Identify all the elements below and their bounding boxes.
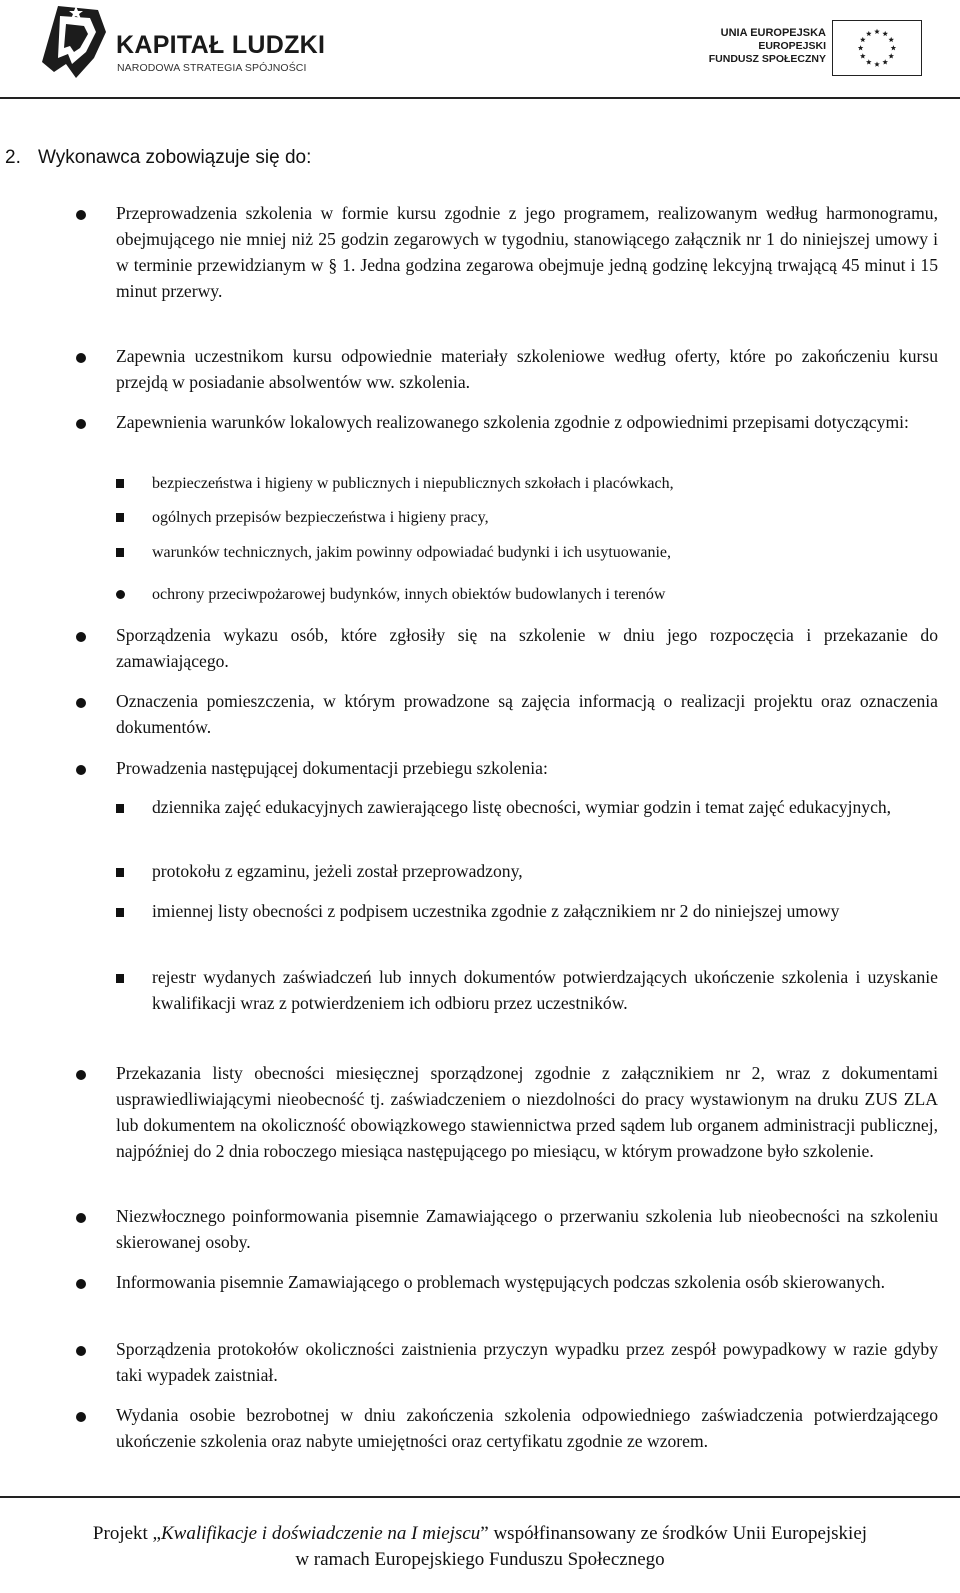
kapital-ludzki-title: KAPITAŁ LUDZKI — [116, 31, 326, 59]
list-item: Informowania pisemnie Zamawiającego o problemach występujących podczas szkolenia osób skierowanych. — [116, 1272, 885, 1292]
sub-list-item: imiennej listy obecności z podpisem uczestnika zgodnie z załącznikiem nr 2 do niniejszej umowy — [152, 901, 840, 921]
eu-star-icon — [866, 31, 871, 36]
eu-line-1: UNIA EUROPEJSKA — [720, 27, 826, 39]
eu-logo-block — [690, 20, 930, 76]
eu-star-icon — [888, 53, 894, 58]
square-bullet-icon — [116, 804, 124, 813]
eu-line-2: EUROPEJSKI — [758, 40, 826, 52]
eu-star-icon — [860, 37, 866, 42]
square-bullet-icon — [116, 479, 124, 488]
sub-list-item: rejestr wydanych zaświadczeń lub innych dokumentów potwierdzających ukończenie szkolenia i uzyskanie kwalifikacji wraz z potwierdzeniem ich odbioru przez uczestników. — [152, 967, 938, 1013]
bullet-icon — [116, 590, 125, 599]
bullet-icon — [76, 1279, 86, 1289]
eu-star-icon — [888, 37, 894, 42]
bullet-icon — [76, 632, 86, 642]
page-header — [0, 0, 960, 90]
list-item: Wydania osobie bezrobotnej w dniu zakończenia szkolenia odpowiedniego zaświadczenia potwierdzającego ukończenie szkolenia oraz nabyte umiejętności oraz certyfikatu zgodnie ze wzorem. — [116, 1405, 938, 1451]
header-divider — [0, 97, 960, 99]
eu-star-icon — [874, 29, 879, 34]
footer-divider — [0, 1496, 960, 1498]
sub-list-item: ogólnych przepisów bezpieczeństwa i higieny pracy, — [152, 509, 489, 526]
square-bullet-icon — [116, 974, 124, 983]
eu-star-icon — [858, 45, 863, 50]
sub-list-item: dziennika zajęć edukacyjnych zawierającego listę obecności, wymiar godzin i temat zajęć edukacyjnych, — [152, 797, 892, 817]
eu-star-icon — [882, 31, 887, 36]
eu-star-icon — [874, 62, 879, 67]
list-item: Zapewnia uczestnikom kursu odpowiednie materiały szkoleniowe według oferty, które po zakończeniu kursu przejdą w posiadanie absolwentów ww. szkolenia. — [116, 346, 938, 392]
bullet-icon — [76, 419, 86, 429]
eu-logo-text — [709, 27, 826, 66]
square-bullet-icon — [116, 513, 124, 522]
bullet-icon — [76, 1213, 86, 1223]
eu-star-icon — [866, 59, 871, 64]
square-bullet-icon — [116, 868, 124, 877]
list-item: Niezwłocznego poinformowania pisemnie Zamawiającego o przerwaniu szkolenia lub nieobecności na szkoleniu skierowanej osoby. — [116, 1206, 938, 1252]
sub-list-item: protokołu z egzaminu, jeżeli został przeprowadzony, — [152, 861, 523, 881]
bullet-icon — [76, 698, 86, 708]
list-item: Oznaczenia pomieszczenia, w którym prowadzone są zajęcia informacją o realizacji projektu oraz oznaczenia dokumentów. — [116, 691, 938, 737]
page-footer — [0, 1521, 960, 1573]
section-number: 2. — [5, 147, 21, 168]
list-item: Przeprowadzenia szkolenia w formie kursu zgodnie z jego programem, realizowanym według harmonogramu, obejmującego nie mniej niż 25 godzin zegarowych w tygodniu, stanowiącego załącznik nr 1 do niniejszej umowy i w terminie przewidzianym w § 1. Jedna godzina zegarowa obejmuje jedną godzinę lekcyjną trwającą 45 minut i 15 minut przerwy. — [116, 203, 938, 301]
bullet-icon — [76, 1412, 86, 1422]
kapital-ludzki-subtitle: NARODOWA STRATEGIA SPÓJNOŚCI — [117, 62, 307, 74]
bullet-icon — [76, 1346, 86, 1356]
bullet-icon — [76, 353, 86, 363]
eu-flag-icon — [832, 20, 922, 76]
list-item: Przekazania listy obecności miesięcznej sporządzonej zgodnie z załącznikiem nr 2, wraz z dokumentami usprawiedliwiającymi nieobecność tj. zaświadczeniem o niezdolności do pracy wystawionym na druku ZUS ZLA lub dokumentem na okoliczność obowiązkowego stawiennictwa przed sądem lub organem administracji publicznej, najpóźniej do 2 dnia roboczego miesiąca następującego po miesiącu, w którym prowadzone było szkolenie. — [116, 1063, 938, 1161]
sub-list-item: bezpieczeństwa i higieny w publicznych i niepublicznych szkołach i placówkach, — [152, 475, 674, 492]
sub-list-item: warunków technicznych, jakim powinny odpowiadać budynki i ich usytuowanie, — [152, 544, 671, 561]
list-item: Sporządzenia protokołów okoliczności zaistnienia przyczyn wypadku przez zespół powypadkowy w razie gdyby taki wypadek zaistniał. — [116, 1339, 938, 1385]
section-heading — [5, 145, 311, 171]
sub-list-item: ochrony przeciwpożarowej budynków, innych obiektów budowlanych i terenów — [152, 586, 666, 603]
bullet-icon — [76, 210, 86, 220]
eu-star-icon — [882, 59, 887, 64]
footer-prefix: Projekt „ — [92, 1523, 161, 1544]
footer-line-1 — [0, 1521, 960, 1547]
eu-star-icon — [891, 45, 896, 50]
square-bullet-icon — [116, 908, 124, 917]
bullet-icon — [76, 1070, 86, 1080]
bullet-icon — [76, 765, 86, 775]
section-title: Wykonawca zobowiązuje się do: — [38, 147, 312, 168]
footer-suffix: ” współfinansowany ze środków Unii Europejskiej — [480, 1523, 868, 1544]
footer-project-name: Kwalifikacje i doświadczenie na I miejscu — [161, 1523, 481, 1544]
footer-line-2: w ramach Europejskiego Funduszu Społecznego — [295, 1549, 665, 1570]
eu-star-icon — [860, 53, 866, 58]
list-item: Prowadzenia następującej dokumentacji przebiegu szkolenia: — [116, 758, 548, 778]
list-item: Sporządzenia wykazu osób, które zgłosiły się na szkolenie w dniu jego rozpoczęcia i przekazanie do zamawiającego. — [116, 625, 938, 671]
list-item: Zapewnienia warunków lokalowych realizowanego szkolenia zgodnie z odpowiednimi przepisami dotyczącymi: — [116, 412, 909, 432]
eu-line-3: FUNDUSZ SPOŁECZNY — [708, 53, 826, 65]
square-bullet-icon — [116, 548, 124, 557]
